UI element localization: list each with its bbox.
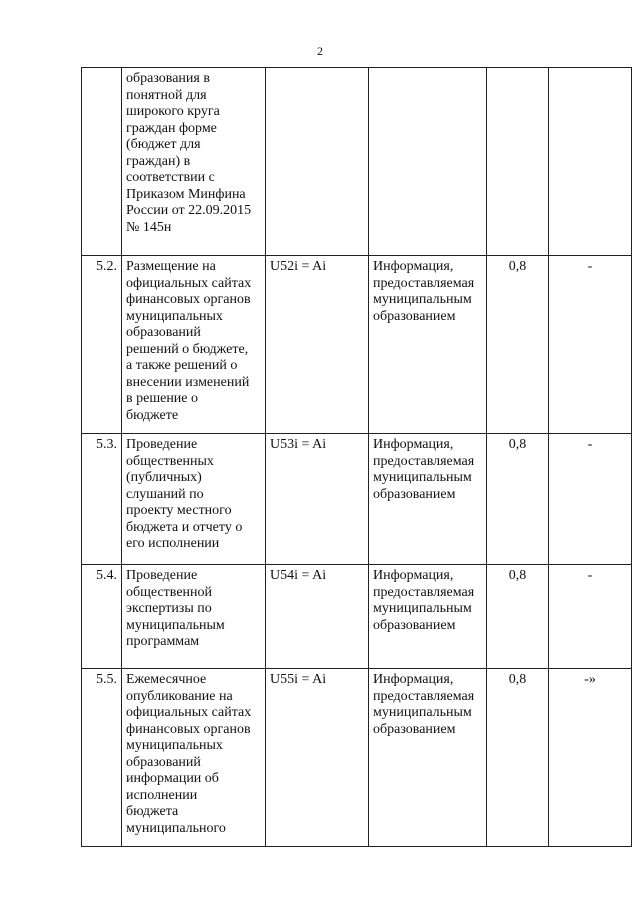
source-line: Информация,	[373, 437, 454, 452]
source-line: предоставляемая	[373, 584, 475, 600]
indicator-formula	[266, 68, 369, 256]
data-source	[369, 434, 487, 565]
indicator-table	[81, 67, 632, 847]
source-line: образованием	[373, 721, 456, 737]
indicator-description	[122, 669, 266, 847]
source-line: муниципальным	[373, 705, 472, 720]
indicator-formula: U54i = Ai	[266, 565, 369, 669]
description-line: соответствии с	[126, 170, 215, 185]
weight-value: 0,8	[487, 669, 549, 847]
description-line: Приказом Минфина	[126, 186, 246, 202]
description-line: финансовых органов	[126, 721, 251, 737]
row-number	[82, 68, 122, 256]
description-line: его исполнении	[126, 536, 220, 551]
extra-value: -»	[549, 669, 632, 847]
data-source	[369, 565, 487, 669]
description-line: граждан форме	[126, 120, 217, 136]
source-line: муниципальным	[373, 292, 472, 307]
row-number: 5.5.	[82, 669, 122, 847]
description-line: официальных сайтах	[126, 705, 252, 720]
description-line: программам	[126, 634, 200, 649]
description-line: финансовых органов	[126, 292, 251, 307]
description-line: общественной	[126, 584, 213, 600]
indicator-description	[122, 256, 266, 434]
description-line: решений о бюджете,	[126, 341, 249, 357]
description-line: бюджете	[126, 407, 179, 423]
description-line: официальных сайтах	[126, 275, 252, 291]
indicator-description	[122, 434, 266, 565]
extra-value: -	[549, 256, 632, 434]
indicator-formula: U53i = Ai	[266, 434, 369, 565]
description-line: а также решений о	[126, 358, 238, 373]
source-line: предоставляемая	[373, 275, 475, 291]
weight-value: 0,8	[487, 256, 549, 434]
page-number: 2	[317, 44, 323, 58]
description-line: понятной для	[126, 87, 207, 103]
table-row	[82, 434, 632, 565]
table-row	[82, 256, 632, 434]
indicator-description	[122, 68, 266, 256]
table-row	[82, 68, 632, 256]
description-line: образования в	[126, 71, 210, 86]
extra-value	[549, 68, 632, 256]
indicator-formula: U52i = Ai	[266, 256, 369, 434]
description-line: в решение о	[126, 391, 199, 406]
description-line: экспертизы по	[126, 601, 212, 616]
description-line: слушаний по	[126, 486, 204, 502]
source-line: муниципальным	[373, 470, 472, 485]
data-source	[369, 68, 487, 256]
weight-value: 0,8	[487, 565, 549, 669]
source-line: образованием	[373, 617, 456, 633]
description-line: Ежемесячное	[126, 672, 207, 687]
description-line: исполнении	[126, 787, 198, 803]
description-line: образований	[126, 754, 201, 770]
description-line: России от 22.09.2015	[126, 203, 252, 218]
description-line: Проведение	[126, 437, 198, 452]
extra-value: -	[549, 434, 632, 565]
source-line: Информация,	[373, 672, 454, 687]
source-line: муниципальным	[373, 601, 472, 616]
extra-value: -	[549, 565, 632, 669]
description-line: общественных	[126, 453, 214, 469]
source-line: образованием	[373, 308, 456, 324]
description-line: проекту местного	[126, 503, 232, 518]
data-source	[369, 256, 487, 434]
description-line: бюджета и отчету о	[126, 519, 243, 535]
description-line: информации об	[126, 771, 219, 786]
description-line: Проведение	[126, 568, 198, 583]
table-row	[82, 565, 632, 669]
source-line: Информация,	[373, 568, 454, 583]
description-line: муниципальных	[126, 308, 223, 324]
data-source	[369, 669, 487, 847]
description-line: (бюджет для	[126, 137, 201, 152]
description-line: опубликование на	[126, 688, 233, 704]
row-number: 5.2.	[82, 256, 122, 434]
description-line: внесении изменений	[126, 374, 250, 390]
indicator-formula: U55i = Ai	[266, 669, 369, 847]
description-line: муниципальным	[126, 617, 225, 633]
description-line: бюджета	[126, 804, 179, 819]
table-row	[82, 669, 632, 847]
weight-value	[487, 68, 549, 256]
description-line: граждан) в	[126, 153, 191, 169]
row-number: 5.4.	[82, 565, 122, 669]
source-line: предоставляемая	[373, 688, 475, 704]
description-line: широкого круга	[126, 104, 220, 119]
source-line: образованием	[373, 486, 456, 502]
source-line: Информация,	[373, 259, 454, 274]
description-line: образований	[126, 325, 201, 340]
weight-value: 0,8	[487, 434, 549, 565]
row-number: 5.3.	[82, 434, 122, 565]
description-line: Размещение на	[126, 259, 216, 274]
source-line: предоставляемая	[373, 453, 475, 469]
indicator-description	[122, 565, 266, 669]
description-line: муниципальных	[126, 738, 223, 753]
description-line: № 145н	[126, 219, 172, 235]
description-line: (публичных)	[126, 470, 202, 485]
description-line: муниципального	[126, 820, 226, 836]
